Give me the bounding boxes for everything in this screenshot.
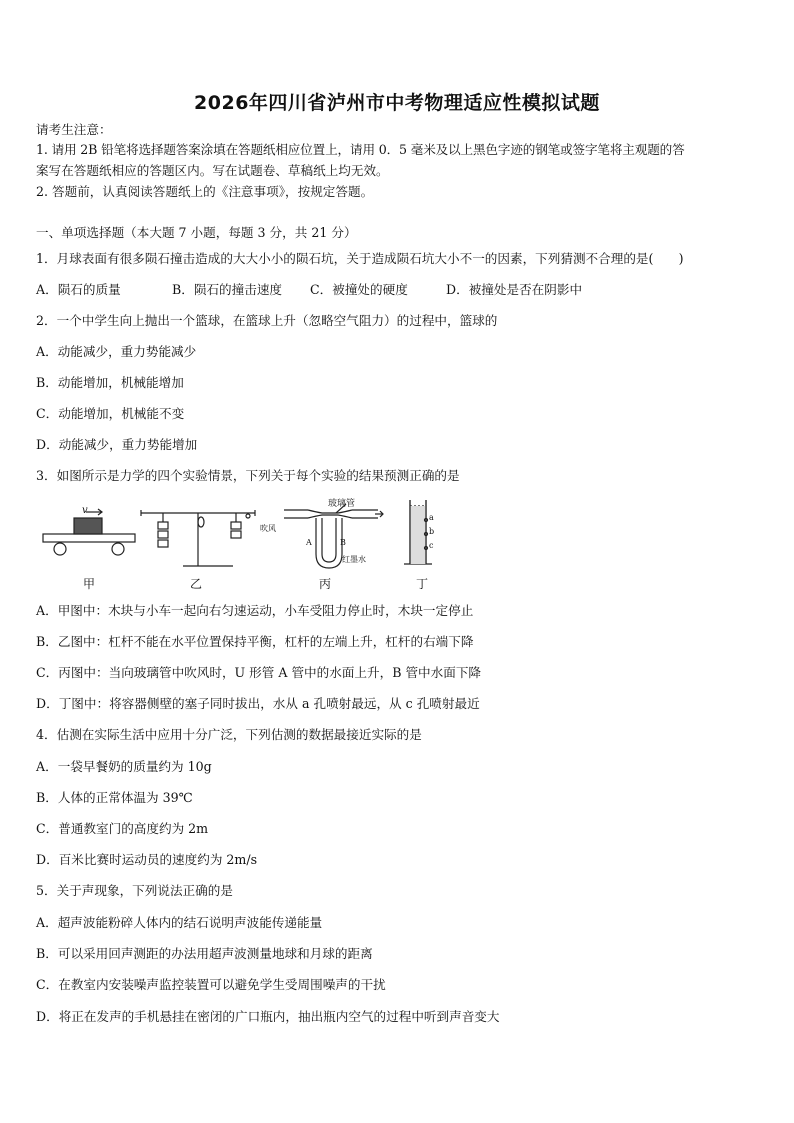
hole-c-label: c: [429, 541, 434, 550]
question-3-option-c: C．丙图中：当向玻璃管中吹风时，U 形管 A 管中的水面上升，B 管中水面下降: [36, 665, 482, 680]
question-4-option-a: A．一袋早餐奶的质量约为 10g: [36, 759, 212, 774]
hole-a-label: a: [429, 513, 434, 522]
hole-b-label: b: [429, 527, 435, 536]
question-1-option-d: D．被撞处是否在阴影中: [446, 282, 583, 297]
tube-a-label: A: [306, 538, 312, 547]
blow-label: 吹风: [260, 524, 276, 533]
notice-item-1-line-1: 1. 请用 2B 铅笔将选择题答案涂填在答题纸相应位置上，请用 0．5 毫米及以上黑色字迹的钢笔或签字笔将主观题的答: [36, 142, 685, 157]
question-3-figure: [38, 496, 488, 591]
question-3-stem: 3．如图所示是力学的四个实验情景，下列关于每个实验的结果预测正确的是: [36, 468, 460, 483]
caption-bing: 丙: [319, 577, 332, 591]
velocity-label: v: [82, 505, 88, 516]
diagram-ding-container: [404, 500, 435, 564]
question-2-option-b: B．动能增加，机械能增加: [36, 375, 184, 390]
question-4-option-c: C．普通教室门的高度约为 2m: [36, 821, 209, 836]
question-2-option-d: D．动能减少，重力势能增加: [36, 437, 198, 452]
question-5-option-c: C．在教室内安装噪声监控装置可以避免学生受周围噪声的干扰: [36, 977, 386, 992]
tube-b-label: B: [340, 538, 346, 547]
caption-yi: 乙: [190, 577, 203, 591]
question-5-option-b: B．可以采用回声测距的办法用超声波测量地球和月球的距离: [36, 946, 373, 961]
question-5-option-d: D．将正在发声的手机悬挂在密闭的广口瓶内，抽出瓶内空气的过程中听到声音变大: [36, 1009, 500, 1024]
caption-ding: 丁: [416, 577, 429, 591]
question-5-stem: 5．关于声现象，下列说法正确的是: [36, 883, 233, 898]
question-1-option-b: B．陨石的撞击速度: [172, 282, 283, 297]
question-1-option-c: C．被撞处的硬度: [310, 282, 408, 297]
question-3-option-a: A．甲图中：木块与小车一起向右匀速运动，小车受阻力停止时，木块一定停止: [36, 603, 474, 618]
question-3-option-d: D．丁图中：将容器侧壁的塞子同时拔出，水从 a 孔喷射最远，从 c 孔喷射最近: [36, 696, 480, 711]
caption-jia: 甲: [83, 577, 96, 591]
diagram-jia-cart: [43, 509, 135, 555]
question-4-stem: 4．估测在实际生活中应用十分广泛，下列估测的数据最接近实际的是: [36, 727, 422, 742]
notice-item-2: 2. 答题前，认真阅读答题纸上的《注意事项》，按规定答题。: [36, 184, 374, 199]
question-1-options: [36, 281, 760, 299]
question-1-option-a: A．陨石的质量: [36, 282, 121, 297]
question-2-stem: 2．一个中学生向上抛出一个篮球，在篮球上升（忽略空气阻力）的过程中，篮球的: [36, 313, 498, 328]
glass-tube-label: 玻璃管: [328, 499, 356, 509]
question-2-option-c: C．动能增加，机械能不变: [36, 406, 185, 421]
question-4-option-b: B．人体的正常体温为 39℃: [36, 790, 193, 805]
red-ink-label: 红墨水: [342, 555, 366, 564]
notice-item-1-line-2: 案写在答题纸相应的答题区内。写在试题卷、草稿纸上均无效。: [36, 163, 389, 178]
question-2-option-a: A．动能减少，重力势能减少: [36, 344, 197, 359]
page-title: 2026年四川省泸州市中考物理适应性模拟试题: [194, 92, 600, 114]
question-5-option-a: A．超声波能粉碎人体内的结石说明声波能传递能量: [36, 915, 323, 930]
diagram-bing-utube: [284, 504, 383, 568]
question-4-option-d: D．百米比赛时运动员的速度约为 2m/s: [36, 852, 258, 867]
notice-heading: 请考生注意：: [36, 122, 112, 137]
question-3-option-b: B．乙图中：杠杆不能在水平位置保持平衡，杠杆的左端上升，杠杆的右端下降: [36, 634, 474, 649]
question-1-stem: 1．月球表面有很多陨石撞击造成的大大小小的陨石坑，关于造成陨石坑大小不一的因素，下列猜测不合理的是( ): [36, 251, 684, 266]
diagram-yi-lever: [141, 510, 255, 566]
section-heading: 一、单项选择题（本大题 7 小题，每题 3 分，共 21 分）: [36, 225, 357, 240]
